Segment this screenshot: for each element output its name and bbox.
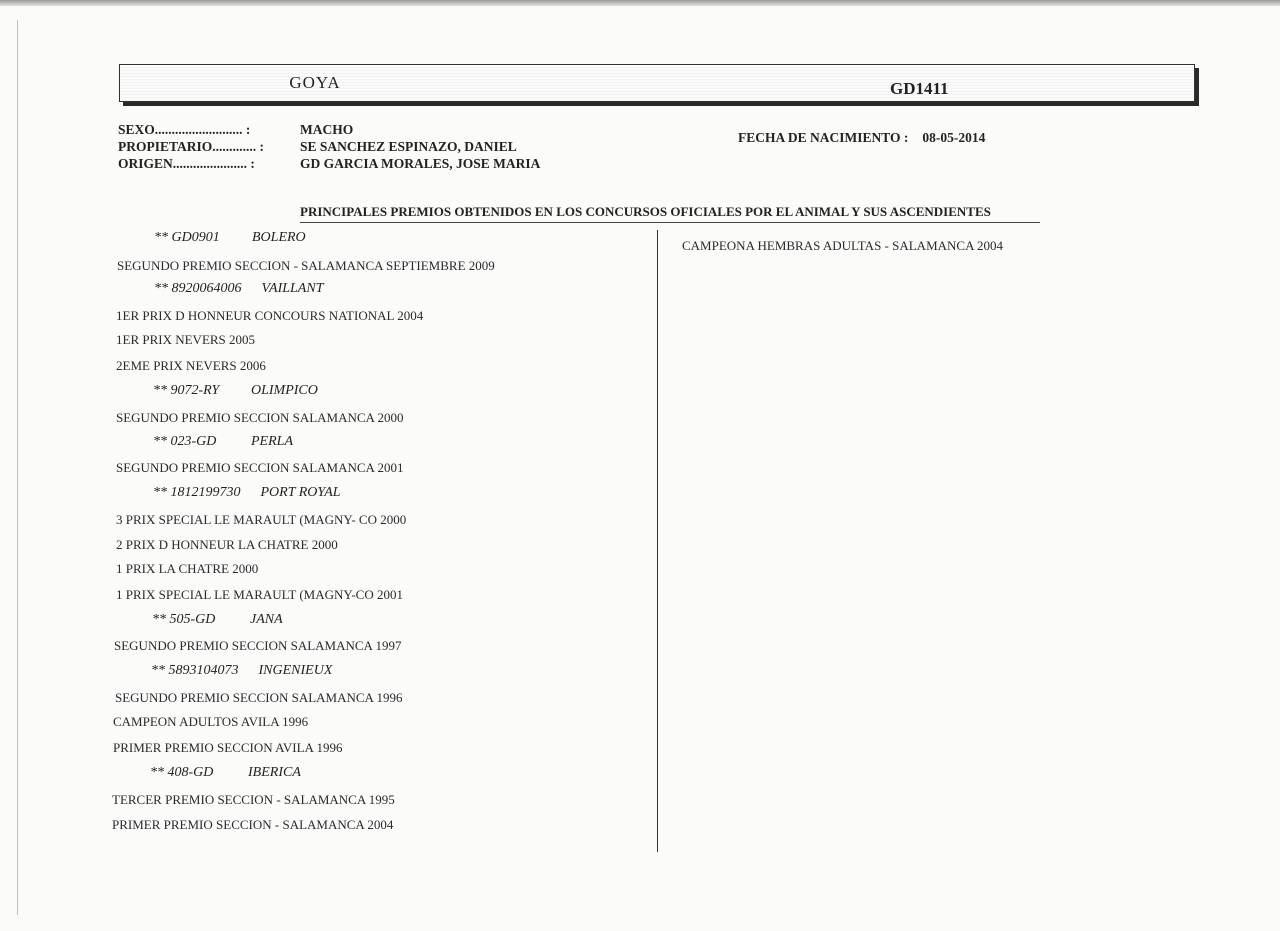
birth-date-label: FECHA DE NACIMIENTO : <box>738 130 909 145</box>
prize-row: PRIMER PREMIO SECCION AVILA 1996 <box>113 740 343 755</box>
ancestor-id: ** 1812199730 <box>153 485 241 500</box>
column-divider <box>657 230 658 852</box>
prize-row: SEGUNDO PREMIO SECCION SALAMANCA 1996 <box>115 690 403 705</box>
ancestor-row <box>154 230 306 246</box>
ancestor-name: IBERICA <box>248 765 301 780</box>
prize-row: SEGUNDO PREMIO SECCION SALAMANCA 2000 <box>116 410 404 425</box>
prize-row: PRIMER PREMIO SECCION - SALAMANCA 2004 <box>112 817 394 832</box>
ancestor-name: PERLA <box>251 434 293 449</box>
ancestor-name: PORT ROYAL <box>260 485 341 500</box>
ancestor-row <box>153 383 318 399</box>
prize-row: 1 PRIX SPECIAL LE MARAULT (MAGNY-CO 2001 <box>116 587 403 602</box>
prize-row: 1 PRIX LA CHATRE 2000 <box>116 561 259 576</box>
ancestor-id: ** 8920064006 <box>154 281 242 296</box>
ancestor-name: VAILLANT <box>261 281 324 296</box>
prize-row: TERCER PREMIO SECCION - SALAMANCA 1995 <box>112 792 395 807</box>
ancestor-row <box>154 281 323 297</box>
ancestor-id: ** 408-GD <box>150 765 214 780</box>
ancestor-id: ** 9072-RY <box>153 383 220 398</box>
sex-value: MACHO <box>300 122 354 137</box>
animal-code: GD1411 <box>890 79 949 98</box>
prize-row: 3 PRIX SPECIAL LE MARAULT (MAGNY- CO 2000 <box>116 512 407 527</box>
origin-label: ORIGEN...................... : <box>118 156 255 171</box>
ancestor-row <box>152 612 283 628</box>
header-box <box>119 64 1195 102</box>
birth-date <box>738 129 985 146</box>
ancestor-id: ** GD0901 <box>154 230 220 245</box>
ancestor-id: ** 023-GD <box>153 434 217 449</box>
ancestor-id: ** 505-GD <box>152 612 216 627</box>
info-labels <box>118 121 264 172</box>
ancestor-id: ** 5893104073 <box>151 663 239 678</box>
sex-label: SEXO.......................... : <box>118 122 251 137</box>
ancestor-name: INGENIEUX <box>258 663 333 678</box>
birth-date-value: 08-05-2014 <box>922 130 986 145</box>
prize-row: SEGUNDO PREMIO SECCION - SALAMANCA SEPTIEMBRE 2009 <box>117 258 495 273</box>
ancestor-row <box>153 485 341 501</box>
owner-value: SE SANCHEZ ESPINAZO, DANIEL <box>300 139 517 154</box>
section-title: PRINCIPALES PREMIOS OBTENIDOS EN LOS CONCURSOS OFICIALES POR EL ANIMAL Y SUS ASCENDIENTES <box>300 204 1040 223</box>
origin-value: GD GARCIA MORALES, JOSE MARIA <box>300 156 541 171</box>
ancestor-row <box>153 434 293 450</box>
prize-row: SEGUNDO PREMIO SECCION SALAMANCA 1997 <box>114 638 402 653</box>
ancestor-row <box>150 765 301 781</box>
info-values <box>300 121 540 172</box>
prize-row: CAMPEON ADULTOS AVILA 1996 <box>113 714 309 729</box>
scan-left-edge <box>17 20 18 915</box>
animal-name: GOYA <box>289 73 341 92</box>
ancestor-name: OLIMPICO <box>251 383 318 398</box>
ancestor-name: JANA <box>250 612 283 627</box>
prize-row: 1ER PRIX D HONNEUR CONCOURS NATIONAL 2004 <box>116 308 424 323</box>
ancestor-name: BOLERO <box>252 230 306 245</box>
prize-row: 2EME PRIX NEVERS 2006 <box>116 358 266 373</box>
right-entry: CAMPEONA HEMBRAS ADULTAS - SALAMANCA 2004 <box>682 238 1004 253</box>
owner-label: PROPIETARIO............. : <box>118 139 265 154</box>
prize-row: 2 PRIX D HONNEUR LA CHATRE 2000 <box>116 537 338 552</box>
prize-row: SEGUNDO PREMIO SECCION SALAMANCA 2001 <box>116 460 404 475</box>
ancestor-row <box>151 663 332 679</box>
prize-row: 1ER PRIX NEVERS 2005 <box>116 332 256 347</box>
scan-top-edge <box>0 0 1280 6</box>
